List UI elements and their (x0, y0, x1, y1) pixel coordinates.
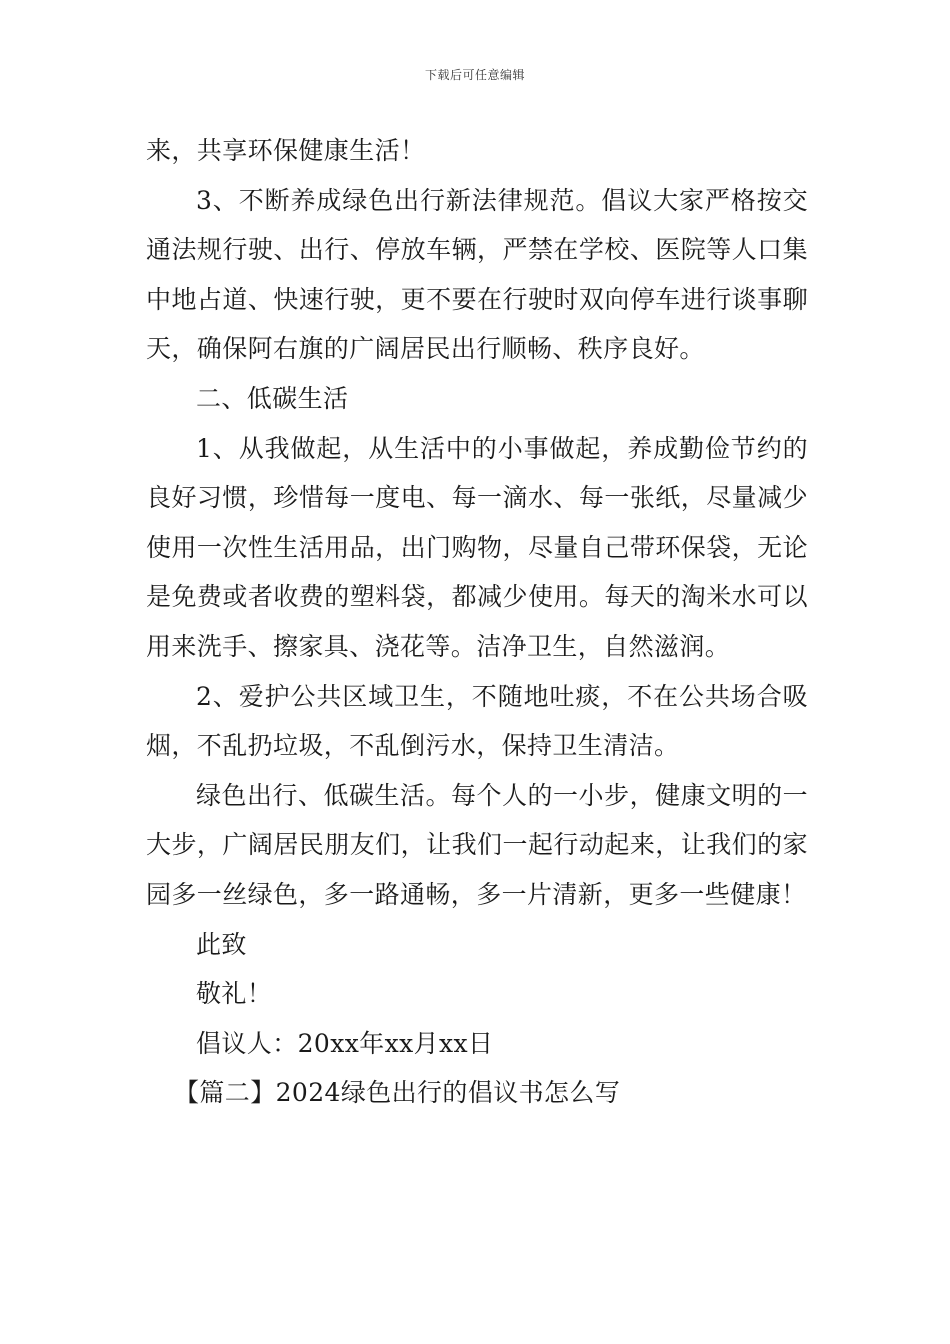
page-header: 下载后可任意编辑 (424, 68, 525, 82)
paragraph-item-3: 3、不断养成绿色出行新法律规范。倡议大家严格按交通法规行驶、出行、停放车辆，严禁在学校、医院等人口集中地占道、快速行驶，更不要在行驶时双向停车进行谈事聊天，确保阿右旗的广阔居民出行顺畅、秩序良好。 (146, 185, 808, 364)
section-heading-low-carbon: 二、低碳生活 (196, 383, 349, 413)
paragraph-conclusion: 绿色出行、低碳生活。每个人的一小步，健康文明的一大步，广阔居民朋友们，让我们一起行动起来，让我们的家园多一丝绿色，多一路通畅，多一片清新，更多一些健康！ (146, 780, 808, 909)
document-body (146, 126, 808, 1118)
paragraph-continuation: 来，共享环保健康生活！ (146, 136, 426, 165)
paragraph-item-1: 1、从我做起，从生活中的小事做起，养成勤俭节约的良好习惯，珍惜每一度电、每一滴水、每一张纸，尽量减少使用一次性生活用品，出门购物，尽量自己带环保袋，无论是免费或者收费的塑料袋，都减少使用。每天的淘米水可以用来洗手、擦家具、浇花等。洁净卫生，自然滋润。 (146, 433, 808, 661)
closing-salutation: 此致 (196, 929, 247, 959)
next-article-title: 【篇二】2024绿色出行的倡议书怎么写 (174, 1078, 621, 1108)
closing-regards: 敬礼！ (196, 979, 273, 1009)
paragraph-item-2: 2、爱护公共区域卫生，不随地吐痰，不在公共场合吸烟，不乱扔垃圾，不乱倒污水，保持卫生清洁。 (146, 681, 808, 761)
signature-date: 倡议人：20xx年xx月xx日 (196, 1028, 494, 1058)
